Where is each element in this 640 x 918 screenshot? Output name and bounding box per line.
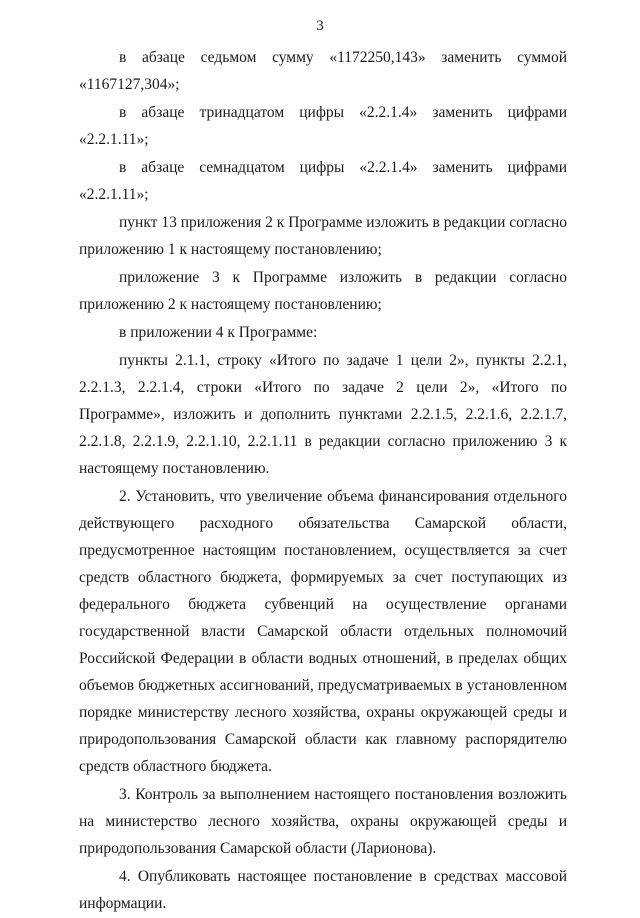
paragraph-appendix-4-items: пункты 2.1.1, строку «Итого по задаче 1 цели 2», пункты 2.2.1, 2.2.1.3, 2.2.1.4, строки «Итого по задаче 2 цели 2», «Итого по Программе», изложить и дополнить пунктами 2.2.1.5, 2.2.1.6, 2.2.1.7, 2.2.1.8, 2.2.1.9, 2.2.1.10, 2.2.1.11 в редакции согласно приложению 3 к настоящему постановлению. <box>79 352 567 477</box>
paragraph-paragraph-7-sum: в абзаце седьмом сумму «1172250,143» заменить суммой «1167127,304»; <box>79 49 567 93</box>
paragraph-paragraph-17-digits: в абзаце семнадцатом цифры «2.2.1.4» заменить цифрами «2.2.1.11»; <box>79 159 567 203</box>
page-number: 3 <box>316 18 324 34</box>
paragraph-item-13-appendix-2: пункт 13 приложения 2 к Программе изложить в редакции согласно приложению 1 к настоящему постановлению; <box>79 214 567 258</box>
paragraph-appendix-4-intro: в приложении 4 к Программе: <box>119 324 318 341</box>
paragraph-section-4: 4. Опубликовать настоящее постановление в средствах массовой информации. <box>79 868 567 912</box>
paragraph-section-3: 3. Контроль за выполнением настоящего постановления возложить на министерство лесного хозяйства, охраны окружающей среды и природопользования Самарской области (Ларионова). <box>79 786 567 857</box>
paragraph-appendix-3: приложение 3 к Программе изложить в редакции согласно приложению 2 к настоящему постановлению; <box>79 269 567 313</box>
document-body <box>79 44 567 918</box>
paragraph-paragraph-13-digits: в абзаце тринадцатом цифры «2.2.1.4» заменить цифрами «2.2.1.11»; <box>79 104 567 148</box>
paragraph-section-2: 2. Установить, что увеличение объема финансирования отдельного действующего расходного обязательства Самарской области, предусмотренное настоящим постановлением, осуществляется за счет средств областного бюджета, формируемых за счет поступающих из федерального бюджета субвенций на осуществление органами государственной власти Самарской области отдельных полномочий Российской Федерации в области водных отношений, в пределах общих объемов бюджетных ассигнований, предусматриваемых в установленном порядке министерству лесного хозяйства, охраны окружающей среды и природопользования Самарской области как главному распорядителю средств областного бюджета. <box>79 488 567 775</box>
